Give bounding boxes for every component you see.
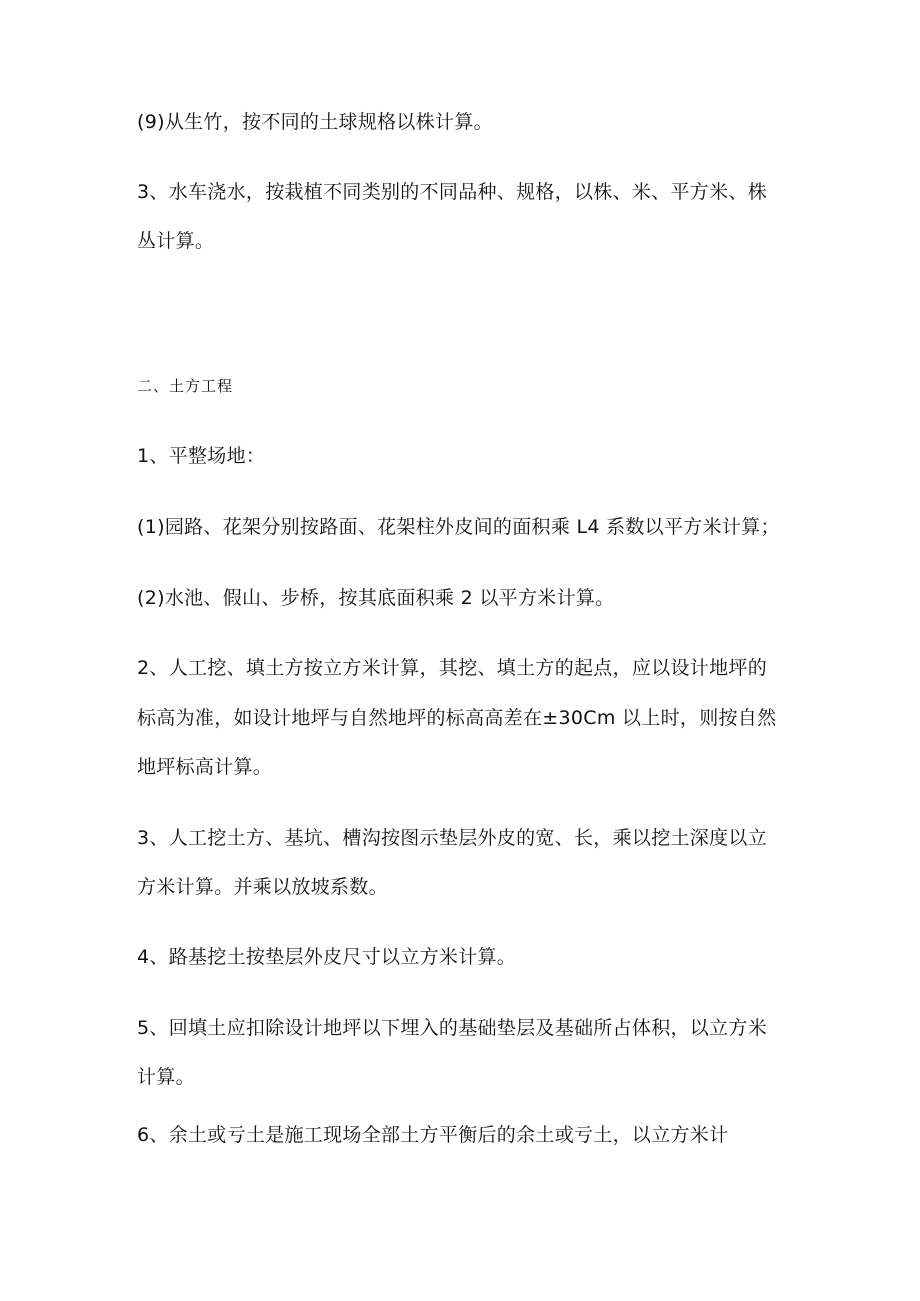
text-line-14: 计算。	[137, 1066, 195, 1088]
section-heading: 二、土方工程	[137, 377, 234, 395]
text-line-4: 1、平整场地：	[137, 445, 266, 467]
text-line-6: (2)水池、假山、步桥，按其底面积乘 2 以平方米计算。	[137, 587, 615, 609]
text-line-7: 2、人工挖、填土方按立方米计算，其挖、填土方的起点，应以设计地坪的	[137, 657, 767, 679]
text-line-8: 标高为准，如设计地坪与自然地坪的标高高差在±30Cm 以上时，则按自然	[137, 707, 777, 729]
text-line-13: 5、回填土应扣除设计地坪以下埋入的基础垫层及基础所占体积，以立方米	[137, 1017, 767, 1039]
text-line-10: 3、人工挖土方、基坑、槽沟按图示垫层外皮的宽、长，乘以挖土深度以立	[137, 827, 767, 849]
text-line-15: 6、余土或亏土是施工现场全部土方平衡后的余土或亏土，以立方米计	[137, 1124, 729, 1146]
text-line-12: 4、路基挖土按垫层外皮尺寸以立方米计算。	[137, 946, 517, 968]
text-line-5: (1)园路、花架分别按路面、花架柱外皮间的面积乘 L4 系数以平方米计算；	[137, 516, 780, 538]
text-line-3: 丛计算。	[137, 230, 215, 252]
text-line-1: (9)从生竹，按不同的土球规格以株计算。	[137, 111, 493, 133]
text-line-11: 方米计算。并乘以放坡系数。	[137, 876, 388, 898]
text-line-2: 3、水车浇水，按栽植不同类别的不同品种、规格，以株、米、平方米、株	[137, 181, 767, 203]
text-line-9: 地坪标高计算。	[137, 756, 273, 778]
